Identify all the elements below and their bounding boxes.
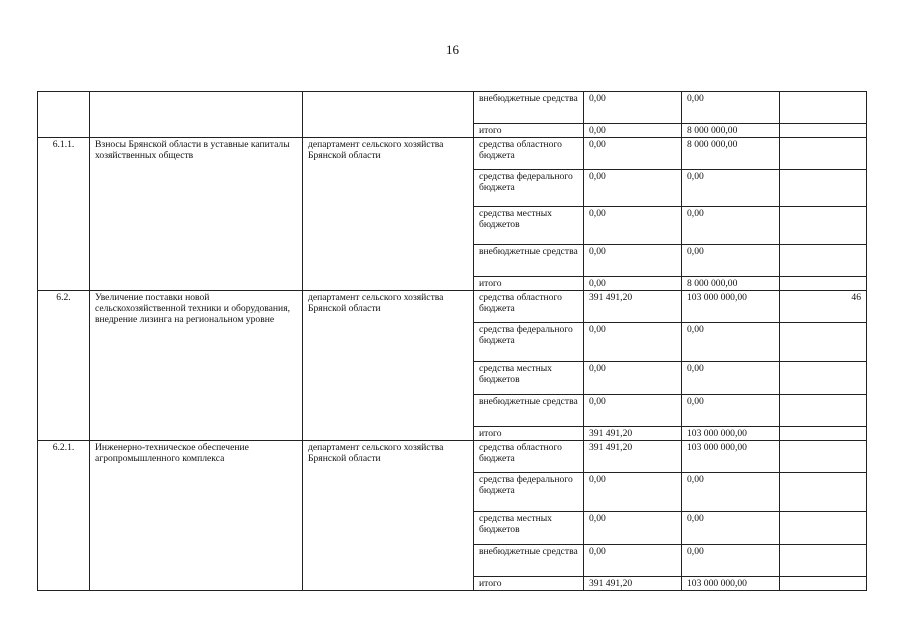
funding-source: внебюджетные средства [474, 92, 584, 124]
amount-column-3 [780, 577, 867, 591]
funding-source: средства федерального бюджета [474, 473, 584, 512]
amount-column-2: 103 000 000,00 [682, 291, 780, 323]
amount-column-3 [780, 245, 867, 277]
funding-source: средства местных бюджетов [474, 512, 584, 545]
amount-column-1: 0,00 [584, 92, 682, 124]
amount-column-2: 103 000 000,00 [682, 427, 780, 441]
funding-source: средства федерального бюджета [474, 170, 584, 207]
amount-column-2: 0,00 [682, 323, 780, 362]
amount-column-3 [780, 207, 867, 245]
table-row [38, 291, 867, 323]
amount-column-1: 0,00 [584, 124, 682, 138]
amount-column-1: 0,00 [584, 512, 682, 545]
funding-source: средства местных бюджетов [474, 362, 584, 395]
item-name [90, 92, 303, 138]
amount-column-3 [780, 277, 867, 291]
funding-source: средства местных бюджетов [474, 207, 584, 245]
item-number: 6.2. [38, 291, 90, 441]
amount-column-3: 46 [780, 291, 867, 323]
amount-column-1: 0,00 [584, 170, 682, 207]
amount-column-1: 0,00 [584, 245, 682, 277]
funding-source: внебюджетные средства [474, 245, 584, 277]
item-number: 6.1.1. [38, 138, 90, 291]
amount-column-2: 103 000 000,00 [682, 577, 780, 591]
amount-column-1: 391 491,20 [584, 441, 682, 473]
amount-column-2: 0,00 [682, 207, 780, 245]
amount-column-2: 0,00 [682, 362, 780, 395]
item-executor: департамент сельского хозяйства Брянской области [303, 441, 474, 591]
amount-column-1: 0,00 [584, 362, 682, 395]
amount-column-3 [780, 362, 867, 395]
amount-column-3 [780, 124, 867, 138]
amount-column-3 [780, 395, 867, 427]
item-name: Взносы Брянской области в уставные капиталы хозяйственных обществ [90, 138, 303, 291]
funding-source: итого [474, 577, 584, 591]
amount-column-3 [780, 138, 867, 170]
amount-column-2: 0,00 [682, 92, 780, 124]
item-name: Увеличение поставки новой сельскохозяйственной техники и оборудования, внедрение лизинга на региональном уровне [90, 291, 303, 441]
amount-column-1: 0,00 [584, 473, 682, 512]
amount-column-3 [780, 473, 867, 512]
funding-source: средства областного бюджета [474, 138, 584, 170]
amount-column-1: 391 491,20 [584, 577, 682, 591]
amount-column-3 [780, 441, 867, 473]
funding-source: итого [474, 427, 584, 441]
amount-column-1: 0,00 [584, 277, 682, 291]
amount-column-2: 8 000 000,00 [682, 277, 780, 291]
amount-column-1: 0,00 [584, 138, 682, 170]
amount-column-2: 0,00 [682, 512, 780, 545]
item-executor: департамент сельского хозяйства Брянской области [303, 291, 474, 441]
program-table [37, 91, 867, 591]
amount-column-3 [780, 427, 867, 441]
amount-column-2: 0,00 [682, 245, 780, 277]
table-row [38, 441, 867, 473]
amount-column-1: 0,00 [584, 545, 682, 577]
funding-source: средства федерального бюджета [474, 323, 584, 362]
item-executor: департамент сельского хозяйства Брянской области [303, 138, 474, 291]
funding-source: итого [474, 277, 584, 291]
item-name: Инженерно-техническое обеспечение агропромышленного комплекса [90, 441, 303, 591]
amount-column-3 [780, 512, 867, 545]
table-row [38, 138, 867, 170]
amount-column-1: 391 491,20 [584, 291, 682, 323]
table-body [38, 92, 867, 591]
amount-column-2: 103 000 000,00 [682, 441, 780, 473]
funding-source: внебюджетные средства [474, 395, 584, 427]
funding-source: внебюджетные средства [474, 545, 584, 577]
item-executor [303, 92, 474, 138]
amount-column-2: 0,00 [682, 473, 780, 512]
item-number [38, 92, 90, 138]
amount-column-3 [780, 170, 867, 207]
table-row [38, 92, 867, 124]
amount-column-3 [780, 545, 867, 577]
amount-column-3 [780, 323, 867, 362]
amount-column-2: 8 000 000,00 [682, 124, 780, 138]
amount-column-3 [780, 92, 867, 124]
funding-source: итого [474, 124, 584, 138]
page-number: 16 [446, 42, 459, 57]
funding-source: средства областного бюджета [474, 441, 584, 473]
amount-column-2: 0,00 [682, 170, 780, 207]
amount-column-2: 8 000 000,00 [682, 138, 780, 170]
funding-source: средства областного бюджета [474, 291, 584, 323]
amount-column-2: 0,00 [682, 545, 780, 577]
item-number: 6.2.1. [38, 441, 90, 591]
amount-column-1: 391 491,20 [584, 427, 682, 441]
amount-column-1: 0,00 [584, 207, 682, 245]
amount-column-1: 0,00 [584, 323, 682, 362]
amount-column-2: 0,00 [682, 395, 780, 427]
amount-column-1: 0,00 [584, 395, 682, 427]
